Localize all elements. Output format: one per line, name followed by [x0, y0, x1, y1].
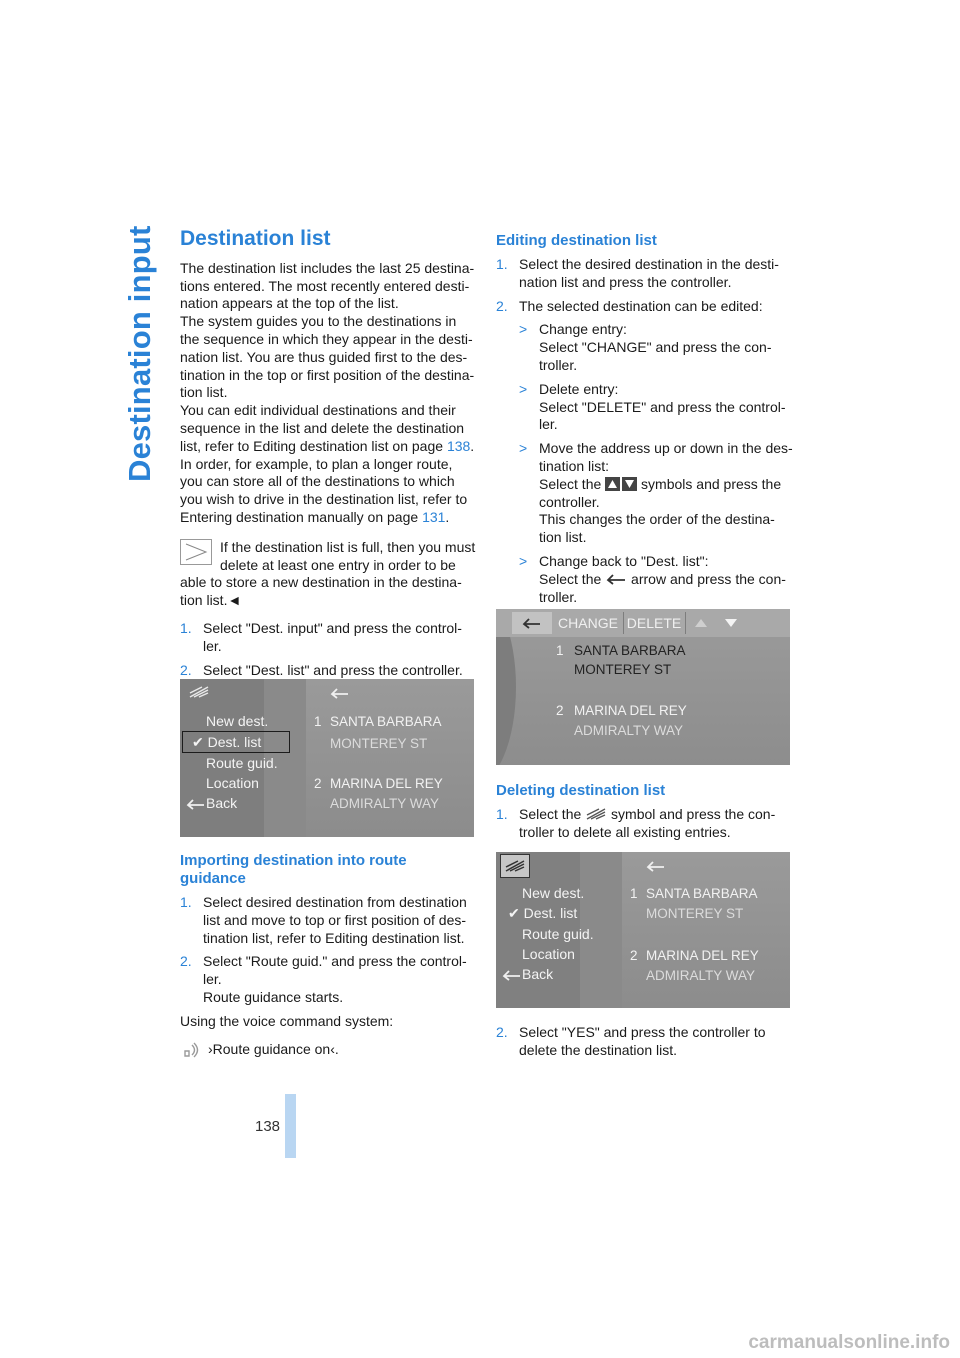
intro-paragraph-4: In order, for example, to plan a longer route, you can store all of the destinations to which you wish to drive in the destination list, refer to Entering destination manually on page 131.	[180, 455, 468, 525]
menu-item-route-guid[interactable]: Route guid.	[206, 755, 278, 771]
entry-2-line2: ADMIRALTY WAY	[330, 796, 440, 811]
delete-all-button[interactable]	[500, 854, 530, 878]
back-arrow-icon	[522, 617, 542, 629]
edit-step-2: 2. The selected destination can be edited: > Change entry: Select "CHANGE" and press the con-troller. > Delete entry: Select "DELETE" and press the control-ler. > Move the address up or down in the des-tination list: Select the symbols and press the controller. This changes the order of the destina-tion list. > Change back to "Dest. list": Select the arrow and press the con-troller.	[496, 298, 796, 607]
note-triangle-icon	[180, 539, 212, 565]
back-arrow-icon	[605, 573, 627, 585]
import-step-1: 1. Select desired destination from destination list and move to top or first position of des-tination list, refer to Editing destination list.	[180, 894, 467, 946]
page-link-131[interactable]: 131	[422, 508, 446, 525]
menu-item-dest-list[interactable]: ✔ Dest. list	[192, 734, 262, 750]
del-entry-2-number: 2	[630, 948, 638, 963]
intro-paragraph-3: You can edit individual destinations and their sequence in the list and delete the destination list, refer to Editing destination list on page 138.	[180, 402, 475, 454]
editing-title: Editing destination list	[496, 232, 657, 249]
del-entry-1-line2: MONTEREY ST	[646, 906, 744, 921]
delete-list-icon	[188, 685, 210, 699]
voice-command-icon	[182, 1042, 200, 1058]
menu-item-new-dest[interactable]: New dest.	[206, 713, 269, 729]
del-entry-1-line1[interactable]: SANTA BARBARA	[646, 886, 758, 901]
del-menu-item-location[interactable]: Location	[522, 946, 575, 962]
back-arrow-icon	[502, 969, 522, 981]
note-block	[180, 539, 476, 610]
del-menu-item-dest-list[interactable]: ✔ Dest. list	[508, 905, 578, 921]
deleting-title: Deleting destination list	[496, 782, 666, 799]
entry-2-number: 2	[314, 776, 322, 791]
edit-entry-1-line1[interactable]: SANTA BARBARA	[574, 643, 686, 658]
arrow-up-icon	[694, 618, 708, 628]
page-number: 138	[255, 1118, 281, 1135]
entry-1-number: 1	[314, 714, 322, 729]
back-arrow-icon	[186, 798, 206, 810]
voice-command-text: ›Route guidance on‹.	[208, 1040, 339, 1057]
del-menu-item-route-guid[interactable]: Route guid.	[522, 926, 594, 942]
del-entry-2-line1[interactable]: MARINA DEL REY	[646, 948, 759, 963]
note-text: If the destination list is full, then you must delete at least one entry in order to be able to store a new destination in the destina-tion list.◄	[180, 538, 476, 609]
left-column	[180, 227, 476, 685]
return-arrow-icon	[330, 687, 350, 699]
step-2: 2. Select "Dest. list" and press the controller.	[180, 661, 463, 678]
del-entry-2-line2: ADMIRALTY WAY	[646, 968, 756, 983]
entry-1-line2: MONTEREY ST	[330, 736, 428, 751]
page-marker-bar	[285, 1094, 296, 1158]
del-entry-1-number: 1	[630, 886, 638, 901]
screenshot-edit-list	[496, 609, 790, 765]
voice-intro: Using the voice command system:	[180, 1012, 394, 1029]
chapter-side-title	[118, 222, 158, 484]
arrow-down-icon	[724, 618, 738, 628]
edit-entry-1-number: 1	[556, 643, 564, 658]
import-step-2: 2. Select "Route guid." and press the control-ler. Route guidance starts.	[180, 953, 467, 1005]
edit-entry-2-line2: ADMIRALTY WAY	[574, 723, 684, 738]
menu-item-back[interactable]: Back	[206, 795, 238, 811]
toolbar-up-button[interactable]	[686, 612, 716, 634]
toolbar-back-button[interactable]	[512, 612, 552, 634]
return-arrow-icon	[646, 860, 666, 872]
right-column	[496, 232, 796, 612]
toolbar-down-button[interactable]	[716, 612, 746, 634]
bullet-change-back: > Change back to "Dest. list": Select the arrow and press the con-troller.	[519, 552, 786, 605]
footer-watermark: carmanualsonline.info	[748, 1332, 950, 1353]
screenshot-destination-menu	[180, 679, 474, 837]
step-1: 1. Select "Dest. input" and press the control-ler.	[180, 619, 462, 654]
edit-entry-1-line2: MONTEREY ST	[574, 662, 672, 677]
bullet-delete: > Delete entry: Select "DELETE" and press the control-ler.	[519, 380, 786, 433]
delete-step-1: 1. Select the symbol and press the con-troller to delete all existing entries.	[496, 806, 776, 840]
del-menu-item-back[interactable]: Back	[522, 966, 554, 982]
delete-step-2: 2. Select "YES" and press the controller to delete the destination list.	[496, 1024, 766, 1058]
section-title: Destination list	[180, 227, 331, 250]
edit-entry-2-line1[interactable]: MARINA DEL REY	[574, 703, 687, 718]
entry-1-line1[interactable]: SANTA BARBARA	[330, 714, 442, 729]
importing-section	[180, 852, 476, 1058]
del-menu-item-new-dest[interactable]: New dest.	[522, 885, 585, 901]
delete-list-icon	[504, 859, 526, 873]
intro-paragraph-2: The system guides you to the destinations in the sequence in which they appear in the desti-nation list. You are thus guided first to the des-tination in the top or first position of the destina-tion list.	[180, 313, 475, 401]
up-down-arrows-icon	[605, 477, 637, 491]
toolbar-delete-button[interactable]: DELETE	[626, 615, 682, 631]
menu-item-location[interactable]: Location	[206, 775, 259, 791]
page-link-138[interactable]: 138	[446, 437, 471, 454]
importing-title: Importing destination into route guidance	[180, 852, 407, 887]
delete-list-icon	[585, 807, 607, 821]
edit-step-1: 1. Select the desired destination in the desti-nation list and press the controller.	[496, 256, 779, 290]
toolbar-change-button[interactable]: CHANGE	[558, 615, 618, 631]
chapter-title-text: Destination input	[122, 225, 157, 482]
deleting-section	[496, 782, 796, 848]
entry-2-line1[interactable]: MARINA DEL REY	[330, 776, 443, 791]
bullet-move: > Move the address up or down in the des-tination list: Select the symbols and press the controller. This changes the order of the destina-tion list.	[519, 440, 793, 546]
edit-entry-2-number: 2	[556, 703, 564, 718]
intro-paragraph-1: The destination list includes the last 25 destina-tions entered. The most recently entered desti-nation appears at the top of the list.	[180, 259, 475, 312]
screenshot-delete-list	[496, 852, 790, 1008]
bullet-change: > Change entry: Select "CHANGE" and press the con-troller.	[519, 321, 772, 373]
voice-command-row	[180, 1041, 476, 1059]
deleting-step-2-block	[496, 1018, 796, 1066]
